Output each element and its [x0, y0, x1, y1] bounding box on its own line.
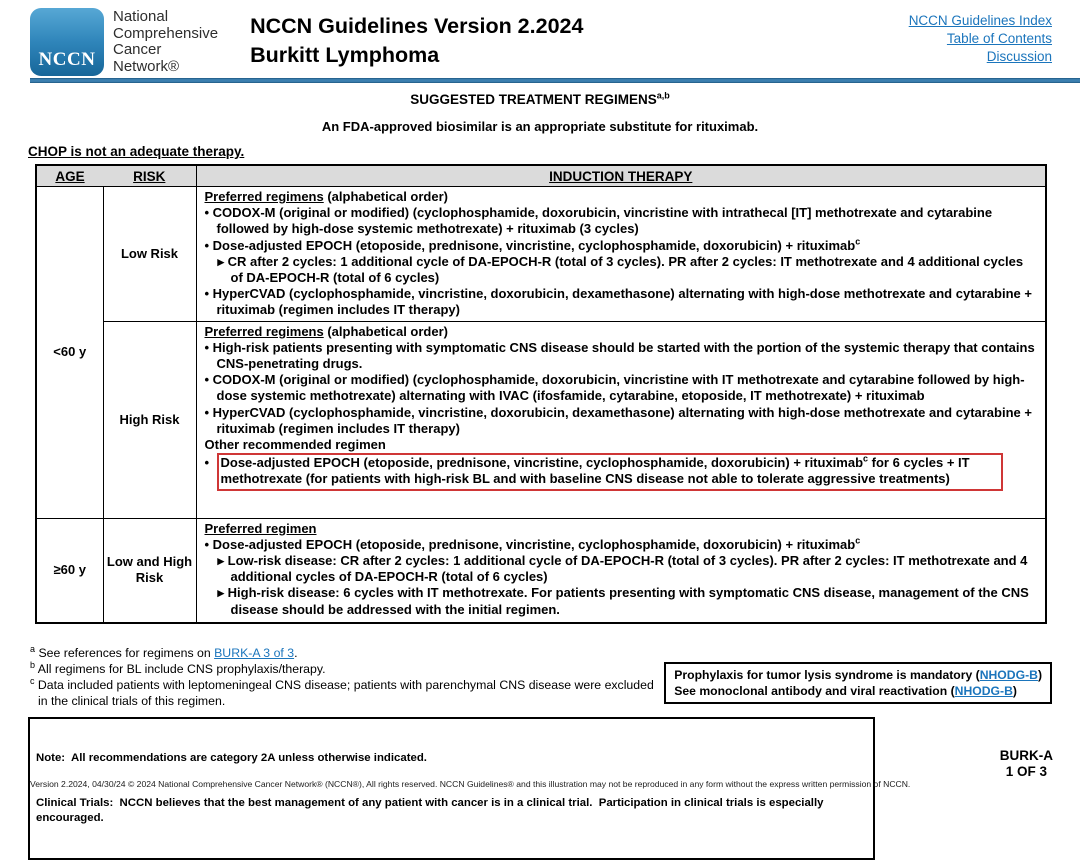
prophylaxis-line: See monoclonal antibody and viral reactivation (NHODG-B) — [674, 684, 1017, 699]
clinical-trials-note: Clinical Trials: NCCN believes that the best management of any patient with cancer is in a clinical trial. Participation in clinical trials is especially encouraged. — [36, 797, 827, 825]
table-row — [36, 187, 1046, 322]
nccn-logo — [30, 8, 104, 76]
risk-cell-low: Low Risk — [103, 187, 196, 322]
version-copyright: Version 2.2024, 04/30/24 © 2024 National Comprehensive Cancer Network® (NCCN®), All rights reserved. NCCN Guidelines® and this illustration may not be reproduced in any form without the express written permission of NCCN. — [30, 779, 911, 789]
page-code-label: BURK-A — [999, 748, 1053, 763]
regimen-line: • Dose-adjusted EPOCH (etoposide, prednisone, vincristine, cyclophosphamide, doxorubicin) + rituximab$^c$ — [204, 236, 861, 253]
footnote-section — [30, 645, 1052, 709]
header-nav — [909, 8, 1052, 66]
col-header-risk: RISK — [103, 165, 196, 187]
regimen-line: Other recommended regimen — [204, 437, 386, 453]
age-cell-under-60: <60 y — [36, 187, 103, 519]
table-row — [36, 321, 1046, 518]
highlighted-regimen-line: • Dose-adjusted EPOCH (etoposide, prednisone, vincristine, cyclophosphamide, doxorubicin) + rituximab$^c$ for 6 cycles + IT methotrexate (for patients with high-risk BL and with baseline CNS disease not able to tolerate aggressive treatments) — [217, 453, 1004, 490]
org-line: Cancer — [113, 41, 162, 58]
prophylaxis-line: Prophylaxis for tumor lysis syndrome is mandatory (NHODG-B) — [674, 668, 1042, 683]
heading-footnote-marker: a,b — [656, 90, 670, 101]
section-heading: SUGGESTED TREATMENT REGIMENS$^{a,b}$ — [410, 90, 670, 107]
nhodg-b-link[interactable]: NHODG-B — [954, 684, 1013, 699]
induction-cell-low-risk — [196, 187, 1046, 322]
col-header-induction-therapy: INDUCTION THERAPY — [196, 165, 1046, 187]
risk-cell-low-and-high: Low and High Risk — [103, 518, 196, 623]
age-cell-60-and-over: ≥60 y — [36, 518, 103, 623]
page-header — [0, 0, 1080, 76]
regimen-line: • HyperCVAD (cyclophosphamide, vincristine, doxorubicin, dexamethasone) alternating with high-dose methotrexate and cytarabine + rituximab (regimen includes IT therapy) — [204, 286, 1032, 318]
biosimilar-note: An FDA-approved biosimilar is an appropriate substitute for rituximab. — [321, 119, 759, 134]
nhodg-b-link[interactable]: NHODG-B — [979, 668, 1038, 683]
page-number: 1 OF 3 — [1005, 764, 1047, 779]
header-divider — [30, 78, 1080, 83]
page-title-block — [250, 8, 583, 70]
table-of-contents-link[interactable]: Table of Contents — [946, 31, 1052, 46]
regimen-line: ▸ Low-risk disease: CR after 2 cycles: 1 additional cycle of DA-EPOCH-R (total of 3 cycles). PR after 2 cycles: IT methotrexate and 4 additional cycles of DA-EPOCH-R (total of 6 cycles) — [217, 553, 1028, 585]
org-name — [113, 8, 218, 75]
table-header-row — [36, 165, 1046, 187]
regimen-line: Preferred regimens (alphabetical order) — [204, 189, 448, 204]
regimen-line: • CODOX-M (original or modified) (cyclophosphamide, doxorubicin, vincristine with intrathecal [IT] methotrexate and cytarabine followed by high-dose systemic methotrexate) + rituximab (3 cycles) — [204, 205, 993, 237]
col-header-age: AGE — [36, 165, 103, 187]
induction-cell-60-and-over — [196, 518, 1046, 623]
regimen-line: ▸ High-risk disease: 6 cycles with IT methotrexate. For patients presenting with symptomatic CNS disease, management of the CNS disease should be addressed with the initial regimen. — [217, 585, 1029, 617]
nccn-logo-text: NCCN — [38, 49, 96, 70]
guidelines-index-link[interactable]: NCCN Guidelines Index — [908, 13, 1052, 28]
org-line: Comprehensive — [113, 24, 219, 42]
footnote-c: $^c$ Data included patients with leptomeningeal CNS disease; patients with parenchymal CNS disease were excluded in the clinical trials of this regimen. — [30, 676, 654, 709]
regimen-line: • High-risk patients presenting with symptomatic CNS disease should be started with the portion of the systemic therapy that contains CNS-penetrating drugs. — [204, 339, 1035, 372]
regimen-line: Preferred regimens (alphabetical order) — [204, 323, 448, 339]
chop-warning: CHOP is not an adequate therapy. — [28, 144, 245, 159]
org-line: National — [113, 8, 169, 25]
org-line: Network® — [113, 57, 180, 75]
bullet-marker: • — [204, 455, 210, 471]
burk-a-3of3-link[interactable]: BURK-A 3 of 3 — [214, 646, 295, 661]
disease-title: Burkitt Lymphoma — [250, 43, 440, 67]
page-code — [1000, 748, 1053, 780]
regimen-line: ▸ CR after 2 cycles: 1 additional cycle of DA-EPOCH-R (total of 3 cycles). PR after 2 cycles: IT methotrexate and 4 additional cycles of DA-EPOCH-R (total of 6 cycles) — [217, 253, 1024, 286]
regimen-line: • HyperCVAD (cyclophosphamide, vincristine, doxorubicin, dexamethasone) alternating with high-dose methotrexate and cytarabine + rituximab (regimen includes IT therapy) — [204, 404, 1032, 436]
treatment-table — [35, 164, 1047, 624]
category-note: Note: All recommendations are category 2A unless otherwise indicated. — [36, 752, 427, 765]
footnote-b: $^b$ All regimens for BL include CNS prophylaxis/therapy. — [30, 660, 326, 677]
regimen-line: Preferred regimen — [204, 520, 317, 536]
induction-cell-high-risk — [196, 321, 1046, 518]
regimen-line: • CODOX-M (original or modified) (cyclophosphamide, doxorubicin, vincristine with IT methotrexate and cytarabine followed by high-dose systemic methotrexate) alternating with IVAC (ifosfamide, cytarabine, etoposide, IT methotrexate) + rituximab — [204, 372, 1025, 404]
risk-cell-high: High Risk — [103, 321, 196, 518]
footnotes — [30, 645, 664, 709]
footnote-a: $^a$ See references for regimens on BURK-A 3 of 3. — [30, 644, 298, 661]
prophylaxis-box — [664, 662, 1052, 704]
discussion-link[interactable]: Discussion — [986, 49, 1052, 64]
guidelines-version-title: NCCN Guidelines Version 2.2024 — [250, 14, 584, 38]
table-row — [36, 518, 1046, 623]
regimen-line: • Dose-adjusted EPOCH (etoposide, prednisone, vincristine, cyclophosphamide, doxorubicin) + rituximab$^c$ — [204, 535, 861, 552]
